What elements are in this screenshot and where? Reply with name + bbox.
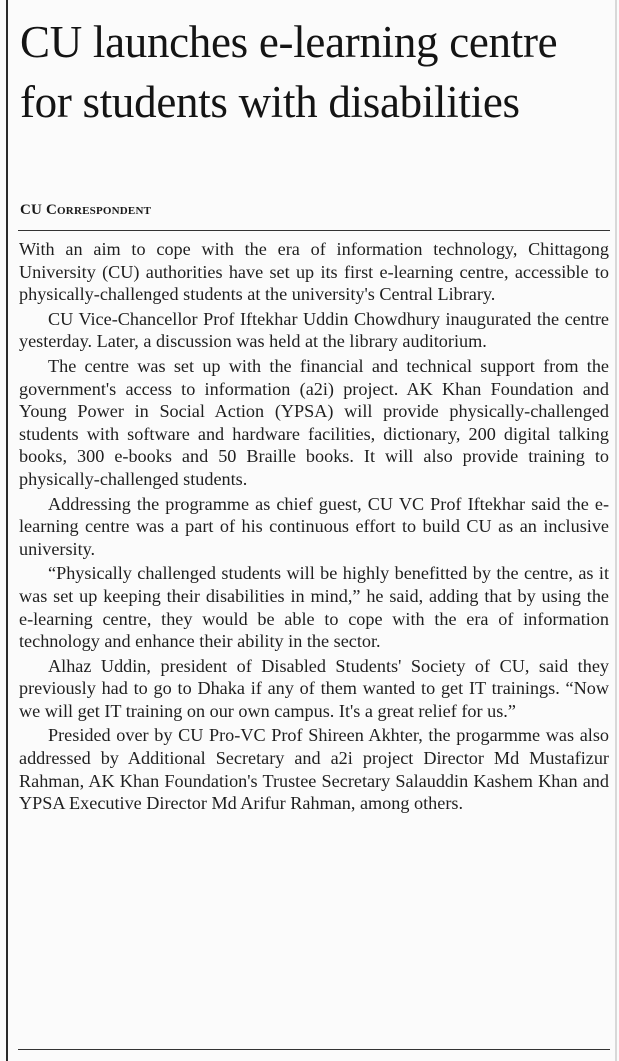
right-edge [615,0,617,1061]
paragraph-2: CU Vice-Chancellor Prof Iftekhar Uddin Chowdhury inaugurated the centre yesterday. Later, a discussion was held at the library auditorium. [19,308,609,352]
bottom-divider [18,1049,610,1050]
paragraph-4: Addressing the programme as chief guest, CU VC Prof Iftekhar said the e-learning centre was a part of his continuous effort to build CU as an inclusive university. [19,493,609,559]
top-divider [18,230,610,231]
paragraph-7: Presided over by CU Pro-VC Prof Shireen Akhter, the progarmme was also addressed by Additional Secretary and a2i project Director Md Mustafizur Rahman, AK Khan Foundation's Trustee Secretary Salauddin Kashem Khan and YPSA Executive Director Md Arifur Rahman, among others. [19,725,609,814]
paragraph-6: Alhaz Uddin, president of Disabled Students' Society of CU, said they previously had to go to Dhaka if any of them wanted to get IT trainings. “Now we will get IT training on our own campus. It's a great relief for us.” [19,655,609,721]
paragraph-1: With an aim to cope with the era of information technology, Chittagong University (CU) authorities have set up its first e-learning centre, accessible to physically-challenged students at the university's Central Library. [19,239,609,305]
headline: CU launches e-learning centre for students with disabilities [20,17,558,127]
left-column-rule [6,0,8,1061]
paragraph-5: “Physically challenged students will be highly benefitted by the centre, as it was set up keeping their disabilities in mind,” he said, adding that by using the e-learning centre, they would be able to cope with the era of information technology and enhance their ability in the sector. [19,563,609,652]
paragraph-3: The centre was set up with the financial and technical support from the government's access to information (a2i) project. AK Khan Foundation and Young Power in Social Action (YPSA) will provide physically-challenged students with software and hardware facilities, dictionary, 200 digital talking books, 300 e-books and 50 Braille books. It will also provide training to physically-challenged students. [19,355,609,489]
byline: CU Correspondent [20,202,152,218]
article-body [19,238,609,815]
